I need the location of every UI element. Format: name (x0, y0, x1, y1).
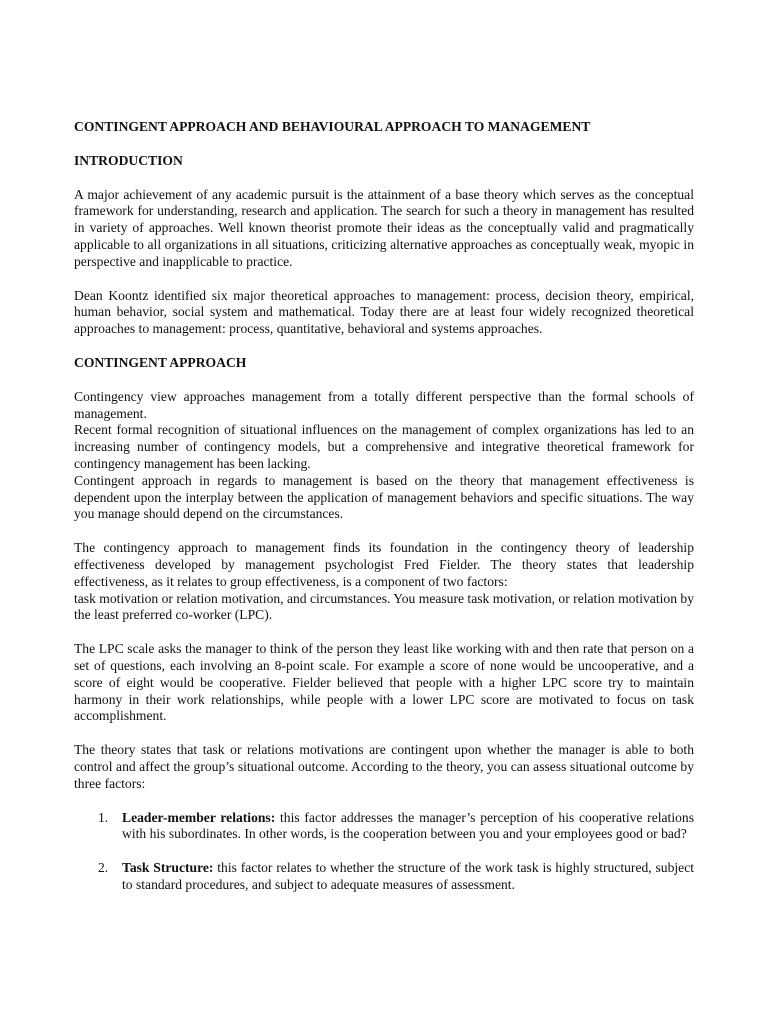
situational-outcome-paragraph: The theory states that task or relations motivations are contingent upon whether the manager is able to both control and affect the group’s situational outcome. According to the theory, you can assess situational outcome by three factors: (74, 742, 694, 791)
factor-description: this factor addresses the manager’s perception of his cooperative relations with his subordinates. In other words, is the cooperation between you and your employees good or bad? (122, 809, 694, 842)
factor-description: this factor relates to whether the structure of the work task is highly structured, subject to standard procedures, and subject to adequate measures of assessment. (122, 860, 695, 892)
lpc-scale-paragraph: The LPC scale asks the manager to think of the person they least like working with and then rate that person on a set of questions, each involving an 8-point scale. For example a score of none would be uncooperative, and a score of eight would be cooperative. Fielder believed that people with a higher LPC score try to maintain harmony in their work relationships, while people with a lower LPC score are motivated to focus on task accomplishment. (74, 641, 694, 724)
list-number: 1. (98, 809, 109, 825)
introduction-paragraph-1: A major achievement of any academic pursuit is the attainment of a base theory which serves as the conceptual framework for understanding, research and application. The search for such a theory in management has resulted in variety of approaches. Well known theorist promote their ideas as the conceptually valid and pragmatically applicable to all organizations in all situations, criticizing alternative approaches as conceptually weak, myopic in perspective and inapplicable to practice. (74, 186, 694, 269)
contingent-paragraph-1: Contingency view approaches management from a totally different perspective than the formal schools of management. (74, 388, 694, 421)
introduction-heading: INTRODUCTION (74, 152, 183, 168)
document-page (74, 119, 694, 911)
document-title: CONTINGENT APPROACH AND BEHAVIOURAL APPROACH TO MANAGEMENT (74, 119, 591, 134)
factor-leader-member-relations (74, 810, 694, 844)
contingent-approach-heading: CONTINGENT APPROACH (74, 354, 247, 370)
contingent-paragraph-4: The contingency approach to management finds its foundation in the contingency theory of leadership effectiveness developed by management psychologist Fred Fielder. The theory states that leadership effectiveness, as it relates to group effectiveness, is a component of two factors: (74, 540, 694, 589)
contingent-paragraph-2: Recent formal recognition of situational influences on the management of complex organizations has led to an increasing number of contingency models, but a comprehensive and integrative theoretical framework for contingency management has been lacking. (74, 422, 694, 471)
factor-term: Leader-member relations: (122, 809, 276, 825)
contingent-paragraph-3: Contingent approach in regards to management is based on the theory that management effectiveness is dependent upon the interplay between the application of management behaviors and specific situations. The way you manage should depend on the circumstances. (74, 472, 694, 522)
contingent-paragraph-5: task motivation or relation motivation, and circumstances. You measure task motivation, or relation motivation by the least preferred co-worker (LPC). (74, 590, 694, 623)
introduction-paragraph-2: Dean Koontz identified six major theoretical approaches to management: process, decision theory, empirical, human behavior, social system and mathematical. Today there are at least four widely recognized theoretical approaches to management: process, quantitative, behavioral and systems approaches. (74, 287, 694, 337)
factor-task-structure (74, 860, 694, 894)
list-number: 2. (98, 860, 109, 876)
factor-term: Task Structure: (122, 860, 214, 876)
situational-factors-list (74, 810, 694, 894)
